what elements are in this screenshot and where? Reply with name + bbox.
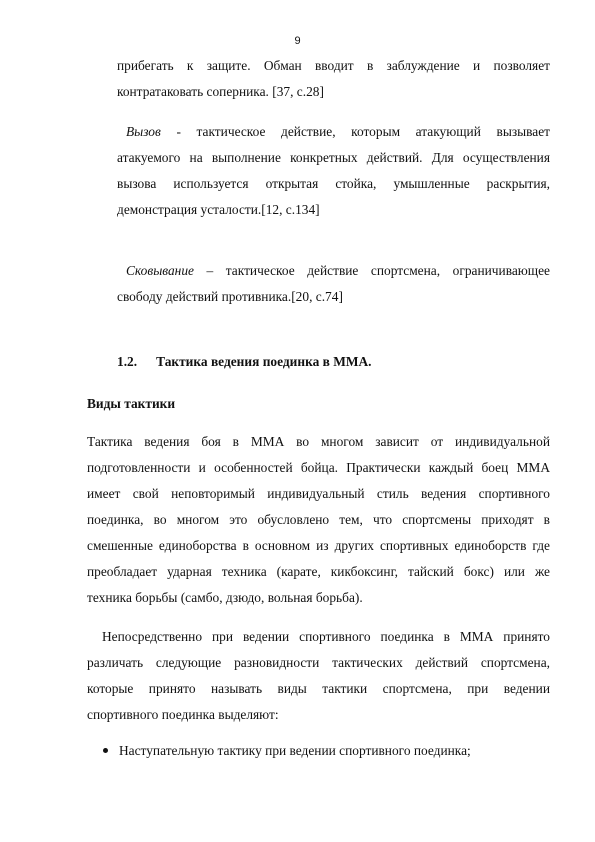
paragraph-line: вызова используется открытая стойка, умышленные раскрытия,: [117, 176, 550, 191]
list-item-text: Наступательную тактику при ведении спортивного поединка;: [119, 743, 471, 758]
list-item: [119, 738, 559, 764]
paragraph-continuation: [117, 53, 550, 105]
section-number: 1.2.: [117, 354, 138, 369]
paragraph-line: контратаковать соперника. [37, с.28]: [117, 84, 324, 99]
section-heading: [117, 354, 372, 370]
paragraph-line: смешенные единоборства в основном из других спортивных единоборств где: [87, 538, 550, 553]
term-challenge: Вызов: [126, 124, 161, 139]
page-number: 9: [294, 35, 301, 47]
definition-text: – тактическое действие спортсмена, ограничивающее: [193, 263, 550, 278]
paragraph-line: преобладает ударная техника (карате, кикбоксинг, тайский бокс) или же: [87, 564, 550, 579]
paragraph-constraining: [117, 258, 550, 310]
paragraph-tactics-types: [87, 624, 550, 728]
paragraph-line: свободу действий противника.[20, с.74]: [117, 289, 343, 304]
term-constraining: Сковывание: [126, 263, 194, 278]
paragraph-line: атакуемого на выполнение конкретных действий. Для осуществления: [117, 150, 550, 165]
paragraph-line: имеет свой неповторимый индивидуальный стиль ведения спортивного: [87, 486, 550, 501]
paragraph-line: поединка, во многом это обусловлено тем, что спортсмены приходят в: [87, 512, 550, 527]
subheading: Виды тактики: [87, 396, 176, 411]
paragraph-line: Тактика ведения боя в ММА во многом зависит от индивидуальной: [87, 434, 550, 449]
paragraph-line: спортивного поединка выделяют:: [87, 707, 279, 722]
paragraph-line: которые принято называть виды тактики спортсмена, при ведении: [87, 681, 550, 696]
paragraph-line: техника борьбы (самбо, дзюдо, вольная борьба).: [87, 590, 363, 605]
paragraph-line: демонстрация усталости.[12, с.134]: [117, 202, 320, 217]
paragraph-line: Непосредственно при ведении спортивного поединка в ММА принято: [102, 629, 550, 644]
paragraph-line: подготовленности и особенностей бойца. Практически каждый боец ММА: [87, 460, 550, 475]
paragraph-line: [117, 119, 550, 145]
section-title: Тактика ведения поединка в ММА.: [156, 354, 372, 369]
paragraph-challenge: [117, 119, 550, 223]
bullet-icon: [103, 748, 108, 753]
paragraph-line: прибегать к защите. Обман вводит в заблуждение и позволяет: [117, 58, 550, 73]
paragraph-tactics-intro: [87, 429, 550, 611]
definition-text: - тактическое действие, которым атакующий вызывает: [160, 124, 550, 139]
paragraph-line: [117, 258, 550, 284]
paragraph-line: различать следующие разновидности тактических действий спортсмена,: [87, 655, 550, 670]
